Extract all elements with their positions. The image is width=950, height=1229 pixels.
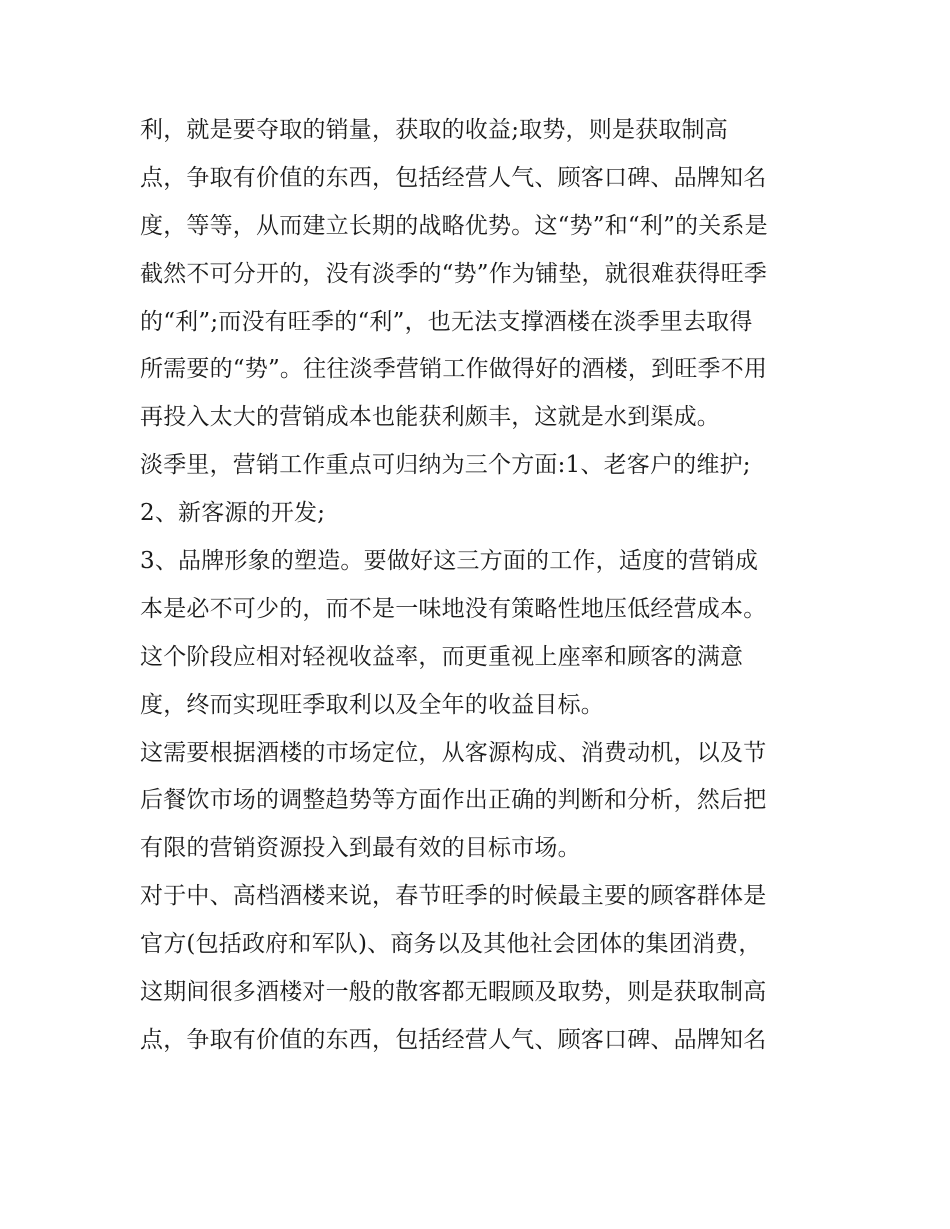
text-line: 所需要的“势”。往往淡季营销工作做得好的酒楼，到旺季不用	[140, 356, 768, 383]
text-line: 有限的营销资源投入到最有效的目标市场。	[140, 835, 581, 862]
text-line: 度，终而实现旺季取利以及全年的收益目标。	[140, 691, 604, 718]
text-line: 的“利”;而没有旺季的“利”，也无法支撑酒楼在淡季里去取得	[140, 308, 753, 335]
text-line: 利，就是要夺取的销量，获取的收益;取势，则是获取制高	[140, 117, 728, 143]
text-line: 2、新客源的开发;	[140, 500, 326, 527]
body-text	[140, 110, 820, 1068]
text-line: 点，争取有价值的东西，包括经营人气、顾客口碑、品牌知名	[140, 1026, 767, 1053]
text-line: 度，等等，从而建立长期的战略优势。这“势”和“利”的关系是	[140, 212, 768, 239]
text-line: 淡季里，营销工作重点可归纳为三个方面:1、老客户的维护;	[140, 452, 751, 479]
text-line: 截然不可分开的，没有淡季的“势”作为铺垫，就很难获得旺季	[140, 260, 768, 287]
text-line: 这期间很多酒楼对一般的散客都无暇顾及取势，则是获取制高	[140, 979, 767, 1006]
text-line: 官方(包括政府和军队)、商务以及其他社会团体的集团消费，	[140, 931, 762, 958]
text-line: 3、品牌形象的塑造。要做好这三方面的工作，适度的营销成	[140, 548, 759, 575]
text-line: 对于中、高档酒楼来说，春节旺季的时候最主要的顾客群体是	[140, 883, 767, 910]
text-line: 后餐饮市场的调整趋势等方面作出正确的判断和分析，然后把	[140, 787, 767, 814]
text-line: 再投入太大的营销成本也能获利颇丰，这就是水到渠成。	[140, 404, 720, 431]
text-line: 这需要根据酒楼的市场定位，从客源构成、消费动机，以及节	[140, 739, 767, 766]
text-line: 本是必不可少的，而不是一味地没有策略性地压低经营成本。	[140, 595, 767, 622]
text-line: 这个阶段应相对轻视收益率，而更重视上座率和顾客的满意	[140, 643, 744, 670]
text-line: 点，争取有价值的东西，包括经营人气、顾客口碑、品牌知名	[140, 164, 767, 191]
